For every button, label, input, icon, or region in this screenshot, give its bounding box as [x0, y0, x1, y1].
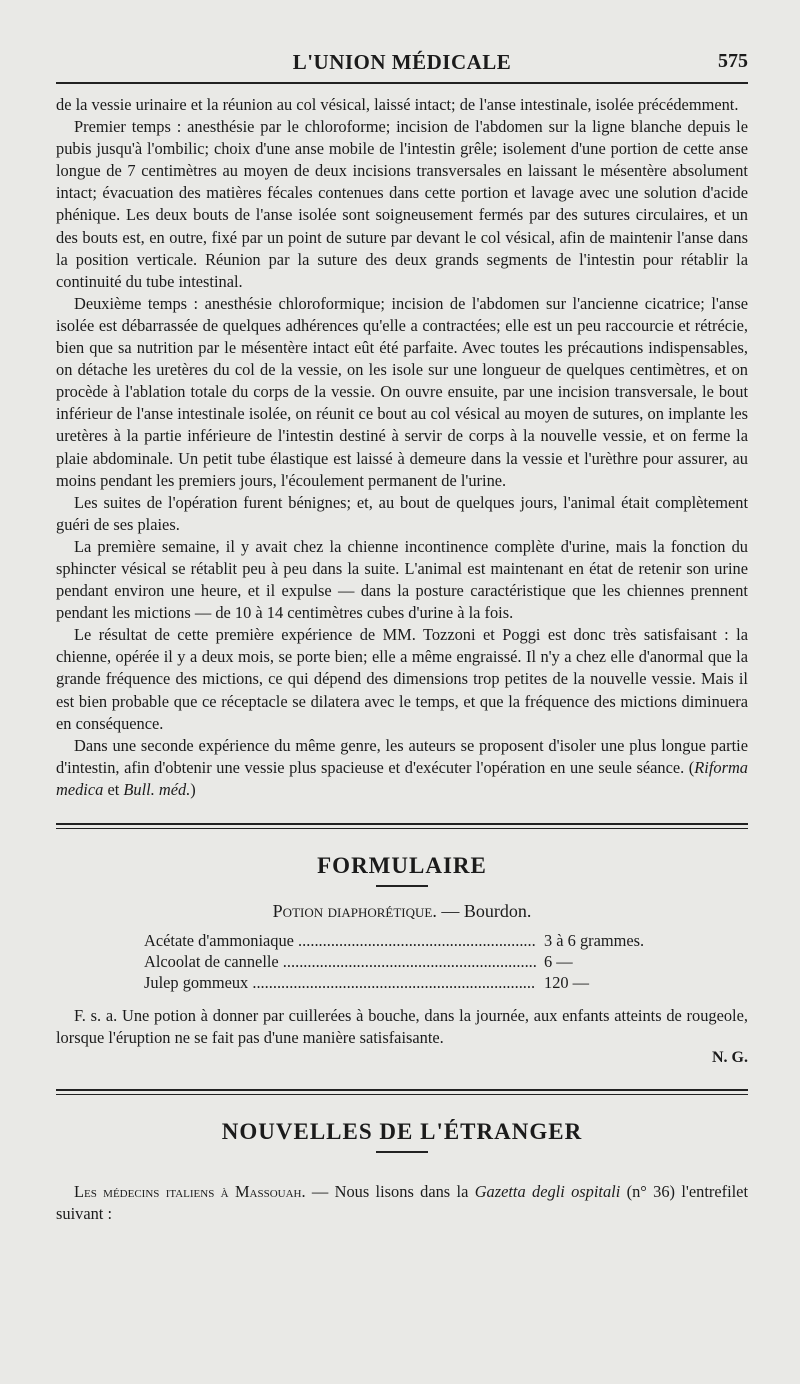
news-text-end: (n° 36) l'entrefilet suivant : — [56, 1182, 748, 1223]
recipe-row — [144, 930, 664, 951]
recipe-row — [144, 972, 664, 993]
instructions-text: F. s. a. Une potion à donner par cuillerées à bouche, dans la journée, aux enfants atteints de rougeole, lorsque l'éruption ne se fait pas d'une manière satisfaisante. — [56, 1006, 748, 1047]
ingredient-qty: 6 — — [536, 951, 664, 972]
header-rule — [56, 82, 748, 84]
paragraph: Les suites de l'opération furent bénignes; et, au bout de quelques jours, l'animal était complètement guéri de ses plaies. — [56, 492, 748, 534]
section-divider — [56, 823, 748, 829]
journal-citation: Gazetta degli ospitali — [474, 1182, 621, 1201]
paragraph: La première semaine, il y avait chez la chienne incontinence complète d'urine, mais la fonction du sphincter vésical se rétablit peu à peu dans la suite. L'animal est maintenant en état de retenir son urine pendant environ une heure, et il expulse — dans la posture caractéristique que les chiennes prennent pendant les mictions — de 10 à 14 centimètres cubes d'urine à la fois. — [56, 536, 748, 623]
ingredient-qty: 120 — — [536, 972, 664, 993]
recipe-list — [144, 930, 664, 993]
article-body — [56, 94, 748, 801]
source-citation: Bull. méd. — [123, 779, 191, 799]
ingredient-name: Julep gommeux ..... — [144, 972, 536, 993]
paragraph-text: Dans une seconde expérience du même genre, les auteurs se proposent d'isoler une plus longue partie d'intestin, afin d'obtenir une vessie plus spacieuse et d'exécuter l'opération en une seule séance. ( — [56, 735, 748, 777]
ingredient-qty: 3 à 6 grammes. — [536, 930, 664, 951]
news-lead — [56, 1181, 748, 1225]
nouvelles-heading: NOUVELLES DE L'ÉTRANGER — [221, 1119, 583, 1144]
recipe-row — [144, 951, 664, 972]
heading-underline — [376, 885, 428, 887]
formula-title — [56, 901, 748, 922]
paragraph: Le résultat de cette première expérience de MM. Tozzoni et Poggi est donc très satisfaisant : la chienne, opérée il y a deux mois, se porte bien; elle a même engraissé. Il n'y a chez elle d'anormal que la grande fréquence des mictions, ce qui dépend des dimensions trop petites de la nouvelle vessie. Mais il est bien probable que ce réceptacle se dilatera avec le temps, et que la fréquence des mictions diminuera en conséquence. — [56, 625, 748, 733]
paragraph: Deuxième temps : anesthésie chloroformique; incision de l'abdomen sur l'ancienne cicatrice; l'anse isolée est débarrassée de quelques adhérences qu'elle a contractées; elle est un peu raccourcie et rétrécie, bien que sa nutrition par le mésentère intact eût été parfaite. Avec toutes les précautions indispensables, on détache les uretères du col de la vessie, on les isole sur une longueur de quelques centimètres, et on procède à l'ablation totale du corps de la vessie. On ouvre ensuite, par une incision transversale, le bout inférieur de l'anse intestinale isolée, on réunit ce bout au col vésical au moyen de sutures, on implante les uretères à la partie inférieure de l'intestin destiné à servir de corps à la nouvelle vessie, et on ferme la plaie abdominale. Un petit tube élastique est laissé à demeure dans la vessie et l'urèthre pour assurer, au moins pendant les premiers jours, l'écoulement permanent de l'urine. — [56, 293, 748, 490]
formula-instructions — [56, 1005, 748, 1049]
news-subject: Les médecins italiens à Massouah. — [74, 1182, 306, 1201]
formula-author: — Bourdon. — [436, 901, 532, 921]
running-head — [56, 0, 748, 74]
paragraph — [56, 735, 748, 801]
author-signature: N. G. — [712, 1049, 748, 1066]
journal-title: L'UNION MÉDICALE — [292, 50, 512, 74]
news-paragraph — [56, 1181, 748, 1225]
page-number: 575 — [718, 50, 748, 72]
paragraph: Premier temps : anesthésie par le chloroforme; incision de l'abdomen sur la ligne blanche depuis le pubis jusqu'à l'ombilic; choix d'une anse mobile de l'intestin grêle; isolement d'une portion de cette anse longue de 7 centimètres au moyen de deux incisions transversales en laissant le mésentère absolument intact; évacuation des matières fécales contenues dans cette portion et lavage avec une solution d'acide phénique. Les deux bouts de l'anse isolée sont soigneusement fermés par des sutures circulaires, et un des bouts est, en outre, fixé par un point de suture par devant le col vésical, afin de maintenir l'anse dans la position verticale. Réunion par la suture des deux grands segments de l'intestin pour rétablir la continuité du tube intestinal. — [56, 117, 748, 291]
ingredient-name: Alcoolat de cannelle ..... — [144, 951, 536, 972]
heading-underline — [376, 1151, 428, 1153]
ingredient-name: Acétate d'ammoniaque ..... — [144, 930, 536, 951]
formula-name: Potion diaphorétique. — [272, 901, 437, 921]
conjunction: et — [103, 779, 124, 799]
news-text: — Nous lisons dans la — [305, 1182, 475, 1201]
closing-paren: ) — [190, 779, 196, 799]
formulaire-heading: FORMULAIRE — [317, 853, 487, 878]
paragraph: de la vessie urinaire et la réunion au col vésical, laissé intact; de l'anse intestinale, isolée précédemment. — [56, 95, 739, 114]
section-divider — [56, 1089, 748, 1095]
source-citation: Riforma medica — [56, 757, 748, 799]
